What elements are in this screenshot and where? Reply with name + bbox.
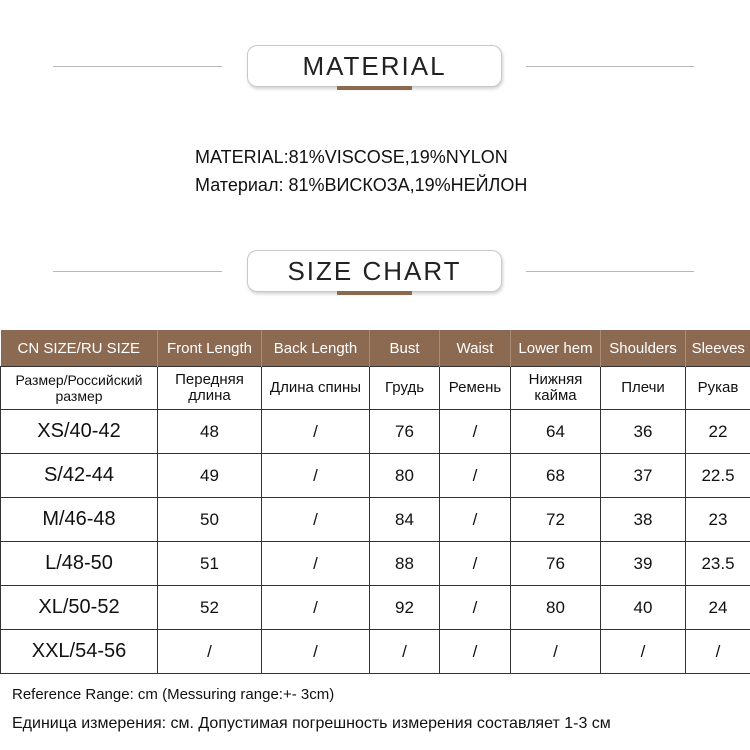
- back-length-cell: /: [262, 586, 370, 630]
- table-row: [1, 542, 750, 586]
- size-chart-section-header: [0, 250, 750, 300]
- lower-hem-cell: 64: [511, 410, 601, 454]
- header-back-length: Back Length: [262, 330, 370, 367]
- bust-cell: 76: [370, 410, 440, 454]
- lower-hem-cell: 68: [511, 454, 601, 498]
- back-length-cell: /: [262, 630, 370, 674]
- sleeves-cell: 22.5: [686, 454, 750, 498]
- header-sleeves: Sleeves: [686, 330, 750, 367]
- header-ru-waist: Ремень: [440, 367, 511, 410]
- bust-cell: 80: [370, 454, 440, 498]
- header-bust: Bust: [370, 330, 440, 367]
- shoulders-cell: /: [601, 630, 686, 674]
- header-ru-bust: Грудь: [370, 367, 440, 410]
- waist-cell: /: [440, 410, 511, 454]
- divider-right: [526, 66, 694, 67]
- header-ru-back-length: Длина спины: [262, 367, 370, 410]
- back-length-cell: /: [262, 410, 370, 454]
- header-ru-size: Размер/Российский размер: [1, 367, 158, 410]
- material-section-header: [0, 45, 750, 95]
- header-ru-lower-hem: Нижняя кайма: [511, 367, 601, 410]
- bust-cell: 88: [370, 542, 440, 586]
- waist-cell: /: [440, 586, 511, 630]
- material-title: MATERIAL: [302, 50, 447, 81]
- bust-cell: 84: [370, 498, 440, 542]
- sleeves-cell: 24: [686, 586, 750, 630]
- header-ru-sleeves: Рукав: [686, 367, 750, 410]
- divider-left: [53, 271, 222, 272]
- material-line-en: MATERIAL:81%VISCOSE,19%NYLON: [195, 147, 508, 167]
- size-table: [0, 330, 750, 674]
- shoulders-cell: 36: [601, 410, 686, 454]
- measurement-unit-note-ru: Единица измерения: см. Допустимая погрешность измерения составляет 1-3 см: [12, 715, 611, 732]
- table-header-row: [1, 330, 750, 367]
- front-length-cell: 52: [158, 586, 262, 630]
- waist-cell: /: [440, 498, 511, 542]
- back-length-cell: /: [262, 454, 370, 498]
- sleeves-cell: 22: [686, 410, 750, 454]
- size-chart-title-badge: [247, 250, 502, 292]
- lower-hem-cell: 80: [511, 586, 601, 630]
- header-cn-ru-size: CN SIZE/RU SIZE: [1, 330, 158, 367]
- header-waist: Waist: [440, 330, 511, 367]
- bust-cell: 92: [370, 586, 440, 630]
- front-length-cell: 51: [158, 542, 262, 586]
- header-front-length: Front Length: [158, 330, 262, 367]
- header-lower-hem: Lower hem: [511, 330, 601, 367]
- divider-left: [53, 66, 222, 67]
- table-header-ru-row: [1, 367, 750, 410]
- size-cell: S/42-44: [1, 454, 158, 498]
- table-row: [1, 586, 750, 630]
- table-row: [1, 630, 750, 674]
- lower-hem-cell: /: [511, 630, 601, 674]
- reference-range-note: Reference Range: cm (Messuring range:+- 3cm): [12, 686, 335, 703]
- size-cell: L/48-50: [1, 542, 158, 586]
- lower-hem-cell: 76: [511, 542, 601, 586]
- table-row: [1, 498, 750, 542]
- header-ru-front-length: Передняя длина: [158, 367, 262, 410]
- front-length-cell: 48: [158, 410, 262, 454]
- shoulders-cell: 39: [601, 542, 686, 586]
- waist-cell: /: [440, 630, 511, 674]
- waist-cell: /: [440, 542, 511, 586]
- size-cell: XS/40-42: [1, 410, 158, 454]
- table-row: [1, 454, 750, 498]
- size-chart-title-underline: [337, 291, 412, 295]
- sleeves-cell: 23: [686, 498, 750, 542]
- front-length-cell: 49: [158, 454, 262, 498]
- front-length-cell: 50: [158, 498, 262, 542]
- size-cell: M/46-48: [1, 498, 158, 542]
- size-chart-title: SIZE CHART: [287, 255, 462, 286]
- lower-hem-cell: 72: [511, 498, 601, 542]
- waist-cell: /: [440, 454, 511, 498]
- shoulders-cell: 40: [601, 586, 686, 630]
- front-length-cell: /: [158, 630, 262, 674]
- material-line-ru: Материал: 81%ВИСКОЗА,19%НЕЙЛОН: [195, 175, 528, 195]
- size-cell: XL/50-52: [1, 586, 158, 630]
- sleeves-cell: 23.5: [686, 542, 750, 586]
- divider-right: [526, 271, 694, 272]
- bust-cell: /: [370, 630, 440, 674]
- back-length-cell: /: [262, 542, 370, 586]
- material-title-underline: [337, 86, 412, 90]
- size-cell: XXL/54-56: [1, 630, 158, 674]
- shoulders-cell: 38: [601, 498, 686, 542]
- material-title-badge: [247, 45, 502, 87]
- header-shoulders: Shoulders: [601, 330, 686, 367]
- sleeves-cell: /: [686, 630, 750, 674]
- back-length-cell: /: [262, 498, 370, 542]
- shoulders-cell: 37: [601, 454, 686, 498]
- header-ru-shoulders: Плечи: [601, 367, 686, 410]
- table-row: [1, 410, 750, 454]
